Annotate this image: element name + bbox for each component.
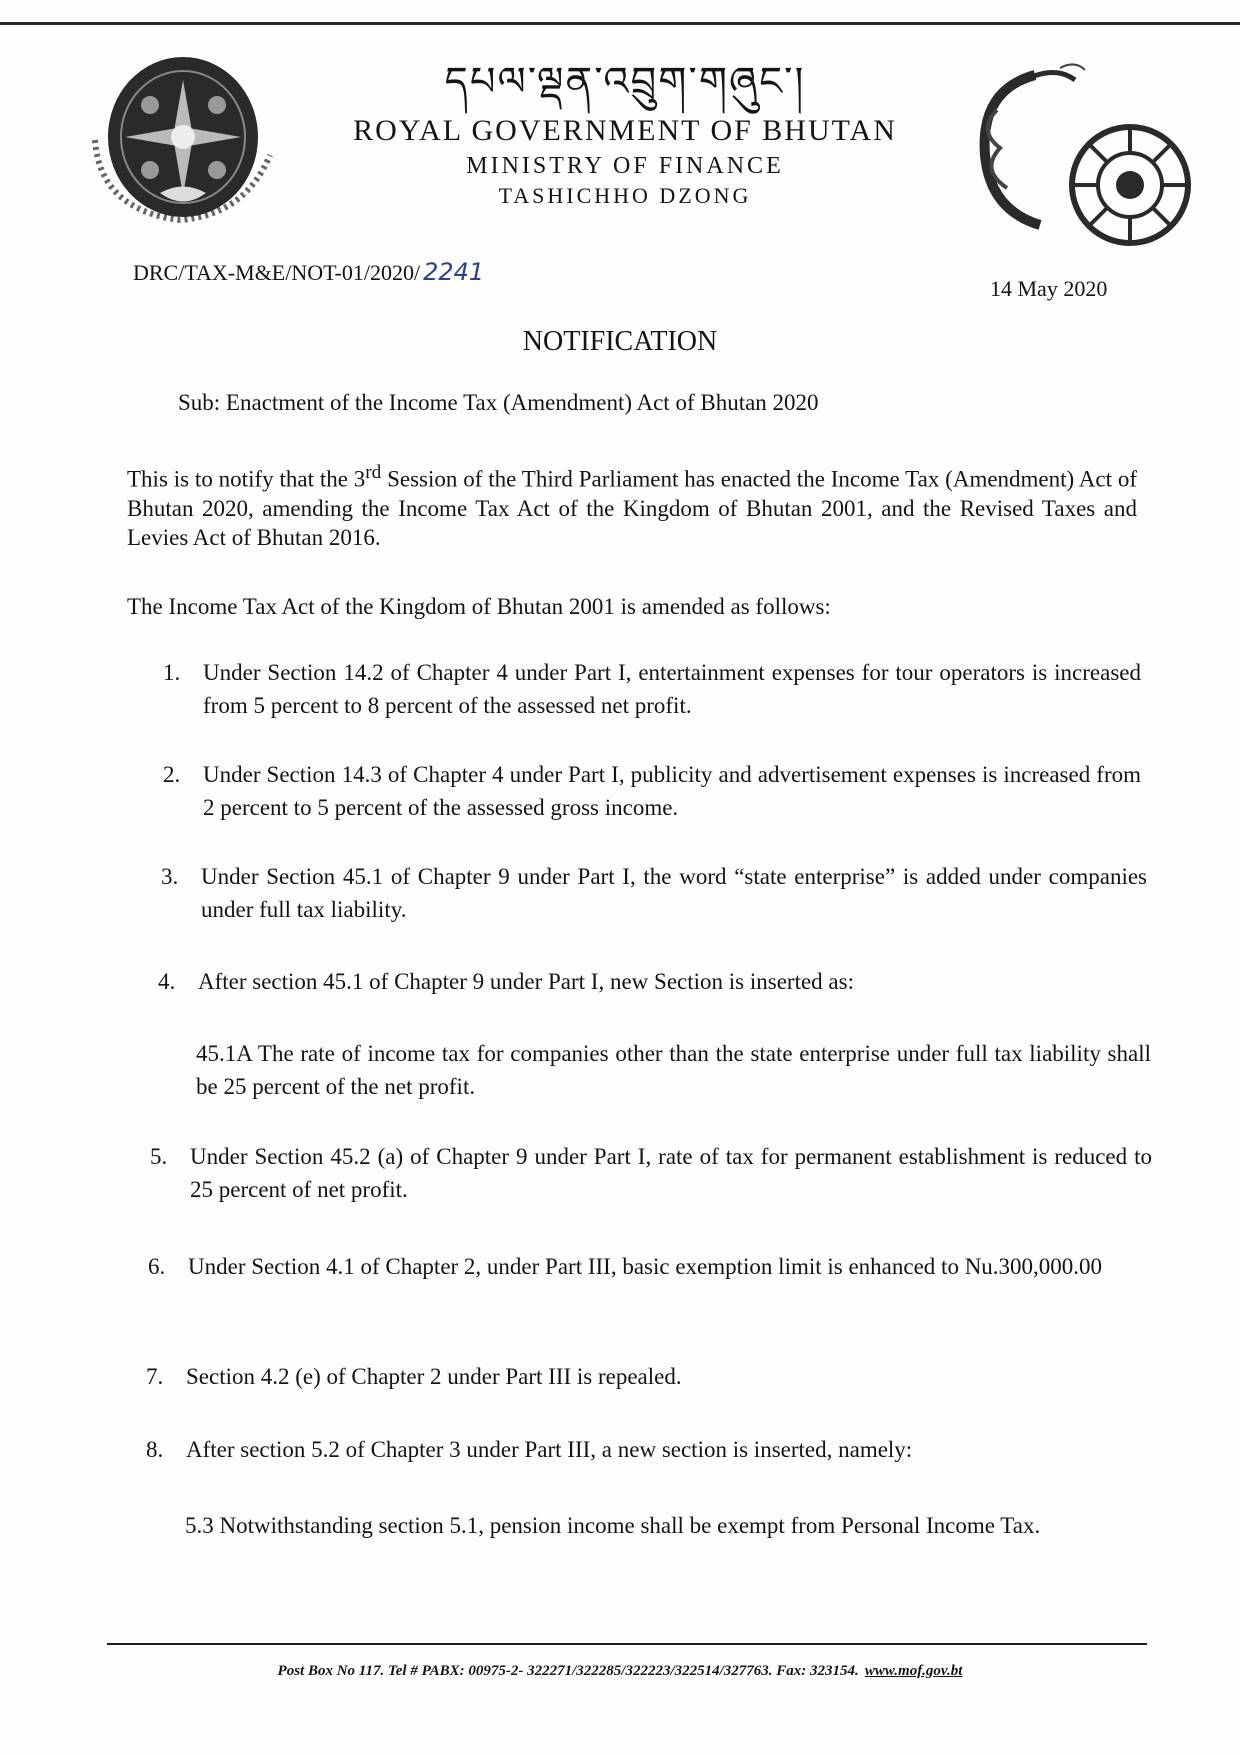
reference-number: [133, 258, 484, 286]
item-text: Under Section 45.2 (a) of Chapter 9 under Part I, rate of tax for permanent establishment is reduced to 25 percent of net profit.: [190, 1144, 1152, 1202]
item-text: After section 45.1 of Chapter 9 under Part I, new Section is inserted as:: [198, 969, 854, 994]
footer-contact: [0, 1663, 1240, 1680]
footer-address: Post Box No 117. Tel # PABX: 00975-2- 322271/322285/322223/322514/327763. Fax: 323154.: [277, 1663, 859, 1679]
intro-text-start: This is to notify that the 3: [127, 466, 366, 492]
reference-code: DRC/TAX-M&E/NOT-01/2020/: [133, 260, 421, 285]
inserted-section: 45.1A The rate of income tax for companies other than the state enterprise under full tax liability shall be 25 percent of the net profit.: [196, 1041, 1151, 1099]
ministry-name: MINISTRY OF FINANCE: [466, 153, 784, 179]
item-number: 6.: [148, 1254, 166, 1279]
item-number: 1.: [163, 660, 181, 685]
footer-divider: [107, 1643, 1147, 1645]
document-title: NOTIFICATION: [522, 326, 718, 357]
office-location: TASHICHHO DZONG: [498, 183, 752, 208]
inserted-section: 5.3 Notwithstanding section 5.1, pension income shall be exempt from Personal Income Tax.: [185, 1513, 1041, 1538]
item-text: Under Section 14.2 of Chapter 4 under Part I, entertainment expenses for tour operators is increased from 5 percent to 8 percent of the assessed net profit.: [203, 660, 1141, 718]
item-number: 4.: [158, 969, 176, 994]
item-text: Under Section 4.1 of Chapter 2, under Part III, basic exemption limit is enhanced to Nu.300,000.00: [188, 1254, 1103, 1279]
letterhead: [300, 55, 950, 211]
lead-paragraph: The Income Tax Act of the Kingdom of Bhutan 2001 is amended as follows:: [127, 594, 831, 619]
government-name: ROYAL GOVERNMENT OF BHUTAN: [353, 114, 897, 147]
item-text: Under Section 14.3 of Chapter 4 under Part I, publicity and advertisement expenses is increased from 2 percent to 5 percent of the assessed gross income.: [203, 762, 1141, 820]
intro-text-end: Session of the Third Parliament has enacted the Income Tax (Amendment) Act of Bhutan 2020, amending the Income Tax Act of the Kingdom of Bhutan 2001, and the Revised Taxes and Levies Act of Bhutan 2016.: [127, 466, 1137, 550]
website-link[interactable]: www.mof.gov.bt: [864, 1663, 963, 1679]
document-date: 14 May 2020: [990, 276, 1108, 301]
item-number: 7.: [146, 1364, 164, 1389]
item-number: 5.: [150, 1144, 168, 1169]
subject-line: Sub: Enactment of the Income Tax (Amendment) Act of Bhutan 2020: [178, 390, 819, 415]
intro-paragraph: [127, 458, 1137, 552]
dzongkha-heading: དཔལ་ལྡན་འབྲུག་གཞུང་།: [444, 59, 806, 105]
handwritten-number: 2241: [423, 258, 485, 286]
item-number: 8.: [146, 1437, 164, 1462]
royal-emblem-icon: [75, 45, 290, 230]
item-number: 2.: [163, 762, 181, 787]
item-number: 3.: [161, 864, 179, 889]
top-border-line: [0, 22, 1240, 25]
intro-superscript: rd: [365, 462, 382, 483]
ministry-seal-icon: [965, 60, 1210, 255]
item-text: After section 5.2 of Chapter 3 under Part III, a new section is inserted, namely:: [186, 1437, 913, 1462]
item-text: Under Section 45.1 of Chapter 9 under Part I, the word “state enterprise” is added under companies under full tax liability.: [201, 864, 1147, 922]
item-text: Section 4.2 (e) of Chapter 2 under Part III is repealed.: [186, 1364, 682, 1389]
